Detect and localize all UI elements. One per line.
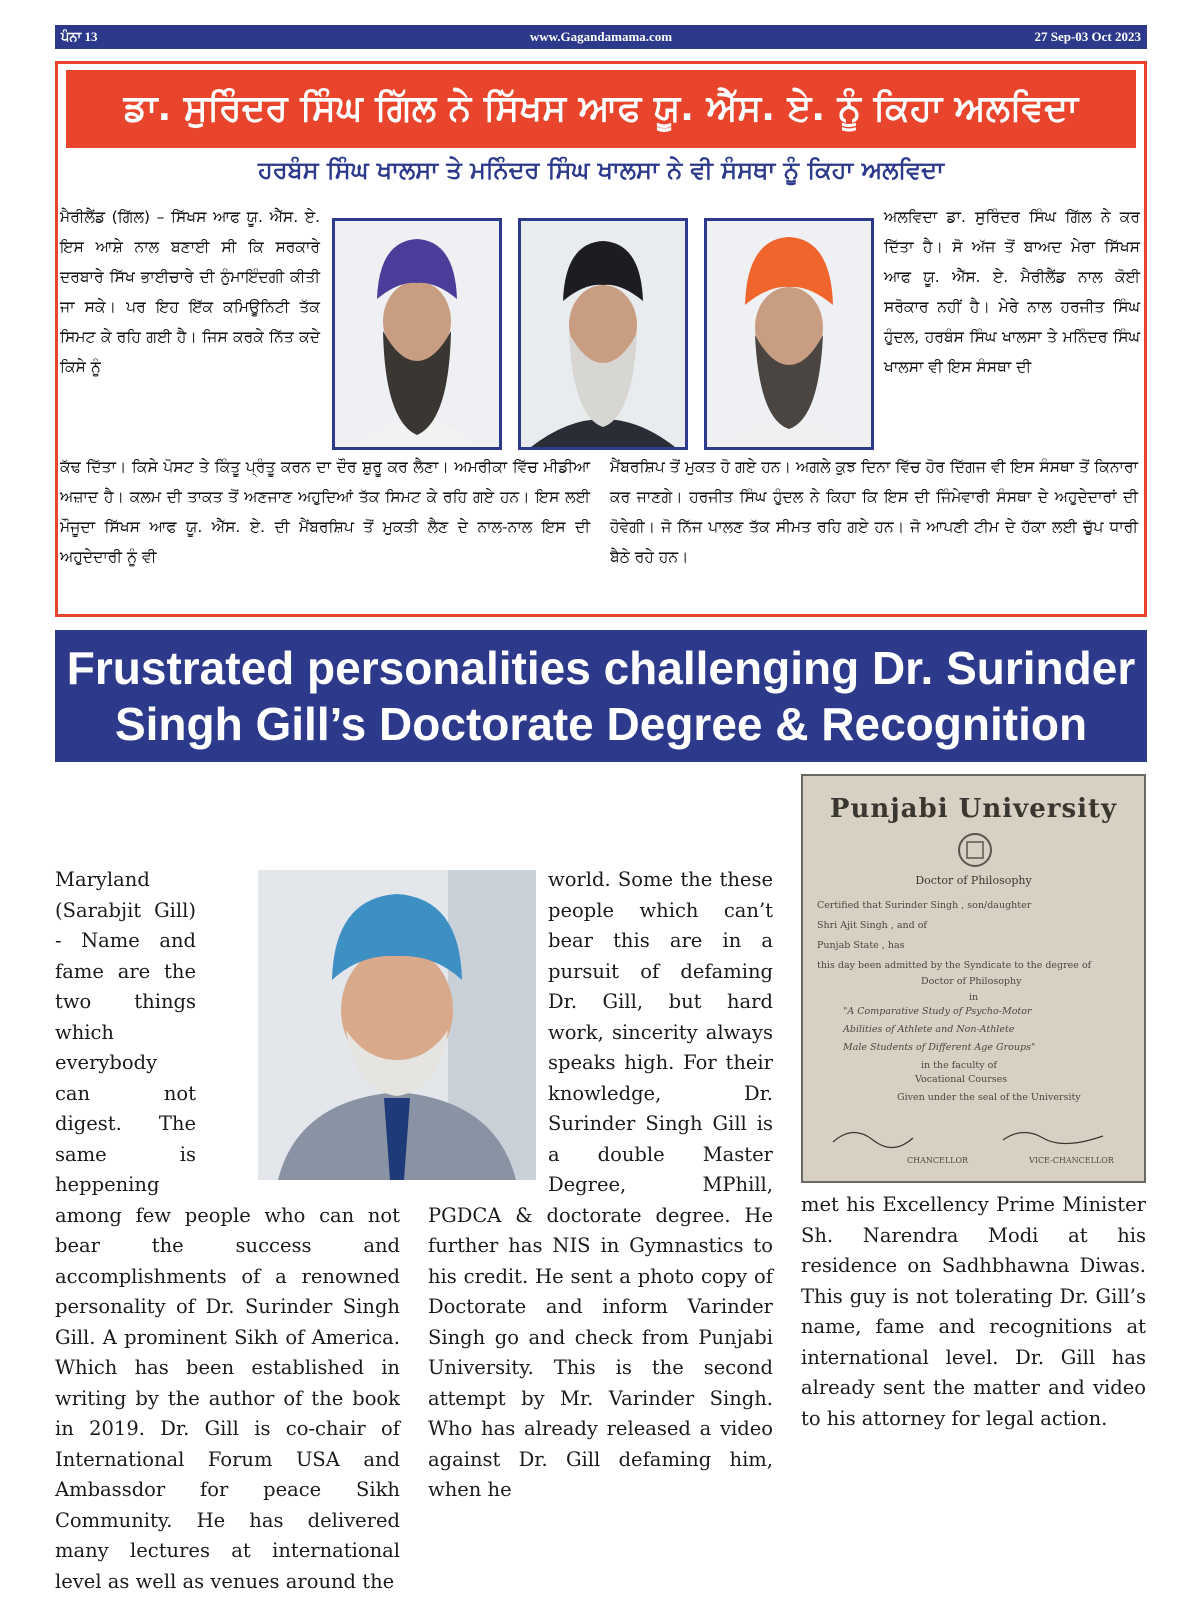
website-url[interactable]: www.Gagandamama.com — [529, 29, 673, 44]
page-number: ਪੰਨਾ 13 — [61, 29, 98, 44]
certificate-line: in the faculty of — [921, 1060, 997, 1071]
certificate-line: "A Comparative Study of Psycho-Motor — [843, 1006, 1032, 1017]
english-headline: Frustrated personalities challenging Dr. Surinder Singh Gill’s Doctorate Degree & Recognition — [55, 630, 1147, 762]
certificate-line: Vocational Courses — [915, 1074, 1008, 1085]
certificate-line: in — [969, 992, 979, 1003]
certificate-vice-chancellor-label: VICE-CHANCELLOR — [1029, 1156, 1114, 1165]
punjabi-text-bottom-left: ਕੱਢ ਦਿੱਤਾ। ਕਿਸੇ ਪੋਸਟ ਤੇ ਕਿੰਤੂ ਪ੍ਰੰਤੂ ਕਰਨ ਦਾ ਦੌਰ ਸ਼ੁਰੂ ਕਰ ਲੈਣਾ। ਅਮਰੀਕਾ ਵਿੱਚ ਮੀਡੀਆ ਅਜ਼ਾਦ ਹੈ। ਕਲਮ ਦੀ ਤਾਕਤ ਤੋਂ ਅਣਜਾਣ ਅਹੁਦਿਆਂ ਤੱਕ ਸਿਮਟ ਕੇ ਰਹਿ ਗਏ ਹਨ। ਇਸ ਲਈ ਮੌਜੂਦਾ ਸਿੱਖਸ ਆਫ ਯੂ. ਐੱਸ. ਏ. ਦੀ ਮੈਂਬਰਸ਼ਿਪ ਤੋਂ ਮੁਕਤੀ ਲੈਣ ਦੇ ਨਾਲ-ਨਾਲ ਇਸ ਦੀ ਅਹੁਦੇਦਾਰੀ ਨੂੰ ਵੀ — [60, 458, 590, 566]
certificate-line: Doctor of Philosophy — [921, 976, 1022, 987]
portrait-3-illustration — [707, 221, 871, 447]
certificate-university: Punjabi University — [829, 794, 1118, 824]
punjabi-text-bottom-right: ਮੈਂਬਰਸ਼ਿਪ ਤੋਂ ਮੁਕਤ ਹੋ ਗਏ ਹਨ। ਅਗਲੇ ਕੁਝ ਦਿਨਾ ਵਿੱਚ ਹੋਰ ਦਿੱਗਜ ਵੀ ਇਸ ਸੰਸਥਾ ਤੋਂ ਕਿਨਾਰਾ ਕਰ ਜਾਣਗੇ। ਹਰਜੀਤ ਸਿੰਘ ਹੁੰਦਲ ਨੇ ਕਿਹਾ ਕਿ ਇਸ ਦੀ ਜਿੰਮੇਵਾਰੀ ਸੰਸਥਾ ਦੇ ਅਹੁਦੇਦਾਰਾਂ ਦੀ ਹੋਵੇਗੀ। ਜੋ ਨਿੱਜ ਪਾਲਣ ਤੱਕ ਸੀਮਤ ਰਹਿ ਗਏ ਹਨ। ਜੋ ਆਪਣੀ ਟੀਮ ਦੇ ਹੱਕਾ ਲਈ ਚੁੱਪ ਧਾਰੀ ਬੈਠੇ ਰਹੇ ਹਨ। — [610, 458, 1138, 566]
certificate-line: this day been admitted by the Syndicate to the degree of — [817, 960, 1092, 971]
certificate-degree-title: Doctor of Philosophy — [915, 874, 1032, 887]
dr-gill-photo — [258, 870, 536, 1180]
university-seal-icon — [955, 832, 995, 868]
certificate-chancellor-label: CHANCELLOR — [907, 1156, 969, 1165]
issue-date: 27 Sep-03 Oct 2023 — [1034, 29, 1141, 44]
dr-gill-illustration — [258, 870, 536, 1180]
punjabi-story-box — [55, 61, 1147, 617]
punjabi-headline: ਡਾ. ਸੁਰਿੰਦਰ ਸਿੰਘ ਗਿੱਲ ਨੇ ਸਿੱਖਸ ਆਫ ਯੂ. ਐੱਸ. ਏ. ਨੂੰ ਕਿਹਾ ਅਲਵਿਦਾ — [66, 70, 1136, 148]
portrait-1-illustration — [335, 221, 499, 447]
certificate-line: Abilities of Athlete and Non-Athlete — [843, 1024, 1015, 1035]
portrait-2-illustration — [521, 221, 685, 447]
punjabi-subheadline: ਹਰਬੰਸ ਸਿੰਘ ਖਾਲਸਾ ਤੇ ਮਨਿੰਦਰ ਸਿੰਘ ਖਾਲਸਾ ਨੇ ਵੀ ਸੰਸਥਾ ਨੂੰ ਕਿਹਾ ਅਲਵਿਦਾ — [258, 156, 944, 184]
portrait-photo-3 — [704, 218, 874, 450]
punjabi-text-left: ਮੈਰੀਲੈਂਡ (ਗਿੱਲ) – ਸਿੱਖਸ ਆਫ ਯੂ. ਐੱਸ. ਏ. ਇਸ ਆਸ਼ੇ ਨਾਲ ਬਣਾਈ ਸੀ ਕਿ ਸਰਕਾਰੇ ਦਰਬਾਰੇ ਸਿੱਖ ਭਾਈਚਾਰੇ ਦੀ ਨੁੰਮਾਇੰਦਗੀ ਕੀਤੀ ਜਾ ਸਕੇ। ਪਰ ਇਹ ਇੱਕ ਕਮਿਊਨਿਟੀ ਤੱਕ ਸਿਮਟ ਕੇ ਰਹਿ ਗਈ ਹੈ। ਜਿਸ ਕਰਕੇ ਨਿੱਤ ਕਦੇ ਕਿਸੇ ਨੂੰ — [60, 208, 320, 376]
punjabi-text-right: ਅਲਵਿਦਾ ਡਾ. ਸੁਰਿੰਦਰ ਸਿੰਘ ਗਿੱਲ ਨੇ ਕਰ ਦਿੱਤਾ ਹੈ। ਸੋ ਅੱਜ ਤੋਂ ਬਾਅਦ ਮੇਰਾ ਸਿੱਖਸ ਆਫ ਯੂ. ਐੱਸ. ਏ. ਮੈਰੀਲੈਂਡ ਨਾਲ ਕੋਈ ਸਰੋਕਾਰ ਨਹੀਂ ਹੈ। ਮੇਰੇ ਨਾਲ ਹਰਜੀਤ ਸਿੰਘ ਹੁੰਦਲ, ਹਰਬੰਸ ਸਿੰਘ ਖਾਲਸਾ ਤੇ ਮਨਿੰਦਰ ਸਿੰਘ ਖਾਲਸਾ ਵੀ ਇਸ ਸੰਸਥਾ ਦੀ — [884, 208, 1140, 376]
english-column-3: met his Excellency Prime Minister Sh. Narendra Modi at his residence on Sadhbhawna Diwas. This guy is not tolerating Dr. Gill’s name, fame and recognitions at international level. Dr. Gill has already sent the matter and video to his attorney for legal action. — [801, 1193, 1146, 1430]
doctorate-certificate-image — [801, 774, 1146, 1183]
certificate-line: Shri Ajit Singh , and of — [817, 920, 927, 931]
signatures-icon — [823, 1122, 1123, 1152]
english-column-1-text: Maryland (Sarabjit Gill) - Name and fame are the two things which everybody can not digest. The same is heppening among few people who can not bear the success and accomplishments of a renowned personality of Dr. Surinder Singh Gill. A prominent Sikh of America. Which has been established in writing by the author of the book in 2019. Dr. Gill is co-chair of International Forum USA and Ambassdor for peace Sikh Community. He has delivered many lectures at international level as well as venues around the — [55, 868, 400, 1593]
certificate-line: Male Students of Different Age Groups" — [843, 1042, 1036, 1053]
english-column-2-text: world. Some the these people which can’t bear this are in a pursuit of defaming Dr. Gill, but hard work, sincerity always speaks high. For their knowledge, Dr. Surinder Singh Gill is a double Master Degree, MPhill, PGDCA & doctorate degree. He further has NIS in Gymnastics to his credit. He sent a photo copy of Doctorate and inform Varinder Singh go and check from Punjabi University. This is the second attempt by Mr. Varinder Singh. Who has already released a video against Dr. Gill defaming him, when he — [428, 868, 773, 1501]
portrait-photo-2 — [518, 218, 688, 450]
certificate-line: Punjab State , has — [817, 940, 905, 951]
certificate-line: Given under the seal of the University — [897, 1092, 1081, 1103]
page-header-bar — [55, 25, 1147, 49]
certificate-line: Certified that Surinder Singh , son/daughter — [817, 900, 1032, 911]
portrait-photo-1 — [332, 218, 502, 450]
